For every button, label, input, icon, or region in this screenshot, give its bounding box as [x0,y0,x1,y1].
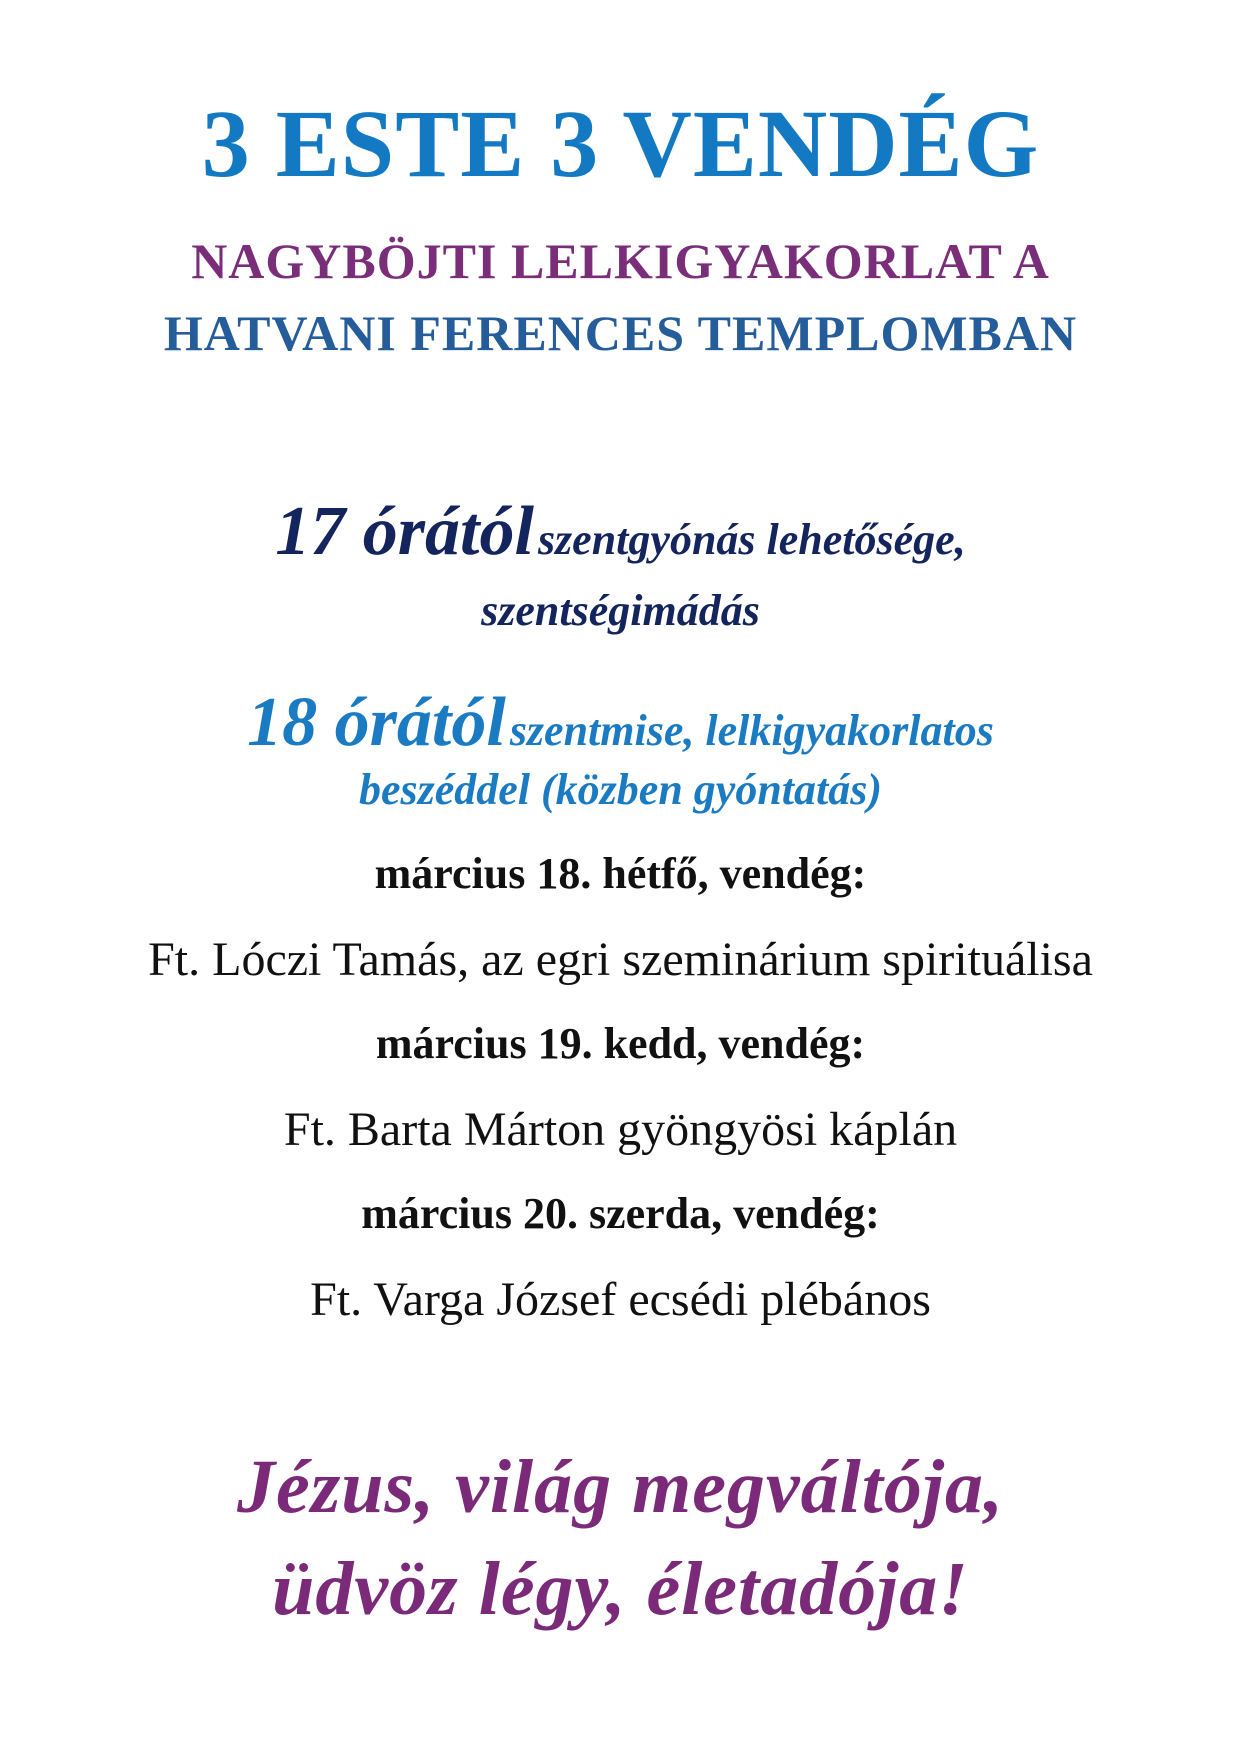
guest-2-name: Ft. Barta Márton gyöngyösi káplán [283,1103,958,1156]
schedule-item-1-hour: 17 órától [275,493,534,570]
schedule-item-2-hour: 18 órától [247,684,506,761]
schedule-item-1-line-2: szentségimádás [481,586,760,635]
motto-line-2: üdvöz légy, életadója! [272,1547,969,1631]
schedule-item-2-text: szentmise, lelkigyakorlatos [509,706,994,755]
guest-1-name: Ft. Lóczi Tamás, az egri szeminárium spirituálisa [148,933,1093,986]
guest-3-day: március 20. szerda, vendég: [361,1189,880,1238]
guest-3-name: Ft. Varga József ecsédi plébános [310,1273,931,1326]
guest-2-day: március 19. kedd, vendég: [375,1019,866,1068]
poster-title: 3 ESTE 3 VENDÉG [201,90,1040,197]
subtitle-line-1: NAGYBÖJTI LELKIGYAKORLAT A [191,233,1050,289]
schedule-item-2-line-2: beszéddel (közben gyóntatás) [358,765,883,814]
schedule-item-1-text: szentgyónás lehetősége, [537,515,966,564]
schedule-item-2-line-1 [0,683,1241,763]
motto-line-1: Jézus, világ megváltója, [236,1445,1005,1529]
schedule-item-1-line-1 [0,492,1241,572]
subtitle-line-2: HATVANI FERENCES TEMPLOMBAN [163,305,1078,361]
guest-1-day: március 18. hétfő, vendég: [374,849,867,898]
